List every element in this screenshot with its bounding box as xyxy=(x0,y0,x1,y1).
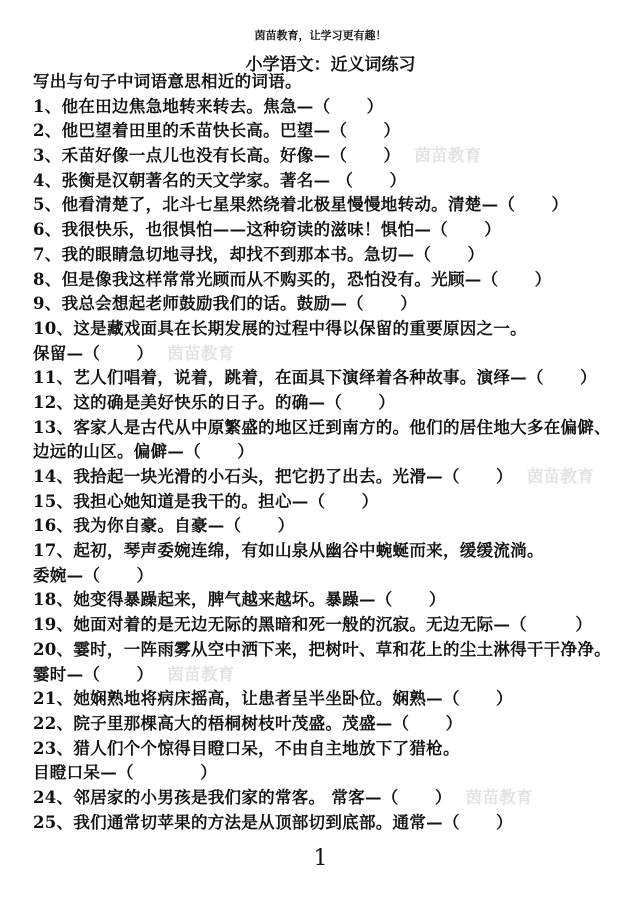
exercise-line xyxy=(33,638,621,663)
exercise-line xyxy=(33,737,621,762)
line-text: 20、霎时，一阵雨雾从空中洒下来，把树叶、草和花上的尘土淋得干干净净。 xyxy=(33,639,611,659)
exercise-line xyxy=(33,366,621,391)
exercise-line xyxy=(33,539,621,564)
line-text: 6、我很快乐，也很惧怕——这种窃读的滋味！惧怕—（ ） xyxy=(33,220,502,240)
line-text: 23、猎人们个个惊得目瞪口呆，不由自主地放下了猎枪。 xyxy=(33,738,460,758)
line-text: 22、院子里那棵高大的梧桐树枝叶茂盛。茂盛—（ ） xyxy=(33,713,463,733)
line-text: 13、客家人是古代从中原繁盛的地区迁到南方的。他们的居住地大多在偏僻、 xyxy=(33,417,611,437)
line-text: 24、邻居家的小男孩是我们家的常客。 常客—（ ） xyxy=(33,787,452,807)
exercise-line xyxy=(33,317,621,342)
line-text: 目瞪口呆—（ ） xyxy=(33,763,218,783)
page-title: 小学语文：近义词练习 xyxy=(245,55,416,75)
line-text: 16、我为你自豪。自豪—（ ） xyxy=(33,516,295,536)
exercise-line xyxy=(33,292,621,317)
exercise-line xyxy=(33,416,621,441)
exercise-line xyxy=(33,687,621,712)
exercise-line xyxy=(33,465,621,490)
line-text: 霎时—（ ） xyxy=(33,664,154,684)
line-text: 12、这的确是美好快乐的日子。的确—（ ） xyxy=(33,392,396,412)
exercise-line xyxy=(33,169,621,194)
watermark: 茵苗教育 xyxy=(414,146,482,166)
line-text: 18、她变得暴躁起来，脾气越来越坏。暴躁—（ ） xyxy=(33,590,446,610)
line-text: 9、我总会想起老师鼓励我们的话。鼓励—（ ） xyxy=(33,294,418,314)
line-text: 10、这是藏戏面具在长期发展的过程中得以保留的重要原因之一。 xyxy=(33,318,527,338)
exercise-line xyxy=(33,761,621,786)
exercise-line xyxy=(33,811,621,836)
exercise-line xyxy=(33,268,621,293)
line-text: 5、他看清楚了，北斗七星果然绕着北极星慢慢地转动。清楚—（ ） xyxy=(33,195,569,215)
line-text: 15、我担心她知道是我干的。担心—（ ） xyxy=(33,491,379,511)
line-text: 2、他巴望着田里的禾苗快长高。巴望—（ ） xyxy=(33,121,401,141)
exercise-line xyxy=(33,514,621,539)
line-text: 14、我拾起一块光滑的小石头，把它扔了出去。光滑—（ ） xyxy=(33,467,513,486)
line-text: 11、艺人们唱着，说着，跳着，在面具下演绎着各种故事。演绎—（ ） xyxy=(33,368,597,388)
line-text: 19、她面对着的是无边无际的黑暗和死一般的沉寂。无边无际—（ ） xyxy=(33,615,593,635)
watermark: 茵苗教育 xyxy=(465,787,533,807)
line-text: 保留—（ ） xyxy=(33,343,154,363)
exercise-line xyxy=(33,342,621,367)
exercise-line xyxy=(33,588,621,613)
line-text: 25、我们通常切苹果的方法是从顶部切到底部。通常—（ ） xyxy=(33,812,513,832)
exercise-line xyxy=(33,663,621,688)
exercise-line xyxy=(33,95,621,120)
exercise-line xyxy=(33,144,621,169)
exercise-line xyxy=(33,193,621,218)
exercise-line xyxy=(33,440,621,465)
watermark: 茵苗教育 xyxy=(526,467,595,486)
exercise-line xyxy=(33,218,621,243)
watermark: 茵苗教育 xyxy=(167,664,235,684)
exercise-line xyxy=(33,243,621,268)
exercise-line xyxy=(33,391,621,416)
instruction xyxy=(33,70,621,95)
exercise-line xyxy=(33,712,621,737)
line-text: 7、我的眼睛急切地寻找，却找不到那本书。急切—（ ） xyxy=(33,244,485,264)
exercise-line xyxy=(33,490,621,515)
line-text: 8、但是像我这样常常光顾而从不购买的，恐怕没有。光顾—（ ） xyxy=(33,269,552,289)
line-text: 委婉—（ ） xyxy=(33,565,154,585)
line-text: 21、她娴熟地将病床摇高，让患者呈半坐卧位。娴熟—（ ） xyxy=(33,689,513,709)
line-text: 4、张衡是汉朝著名的天文学家。著名— （ ） xyxy=(33,170,407,190)
exercise-line xyxy=(33,564,621,589)
page-number: 1 xyxy=(313,846,328,871)
line-text: 1、他在田边焦急地转来转去。焦急—（ ） xyxy=(33,96,384,116)
exercise-line xyxy=(33,786,621,811)
line-text: 3、禾苗好像一点儿也没有长高。好像—（ ） xyxy=(33,146,401,166)
exercise-line xyxy=(33,613,621,638)
exercise-line xyxy=(33,119,621,144)
line-text: 写出与句子中词语意思相近的词语。 xyxy=(33,72,302,91)
page-header: 茵苗教育，让学习更有趣！ xyxy=(254,29,387,42)
watermark: 茵苗教育 xyxy=(167,343,235,363)
exercise-list xyxy=(33,70,621,835)
line-text: 边远的山区。偏僻—（ ） xyxy=(33,442,255,462)
line-text: 17、起初，琴声委婉连绵，有如山泉从幽谷中蜿蜒而来，缓缓流淌。 xyxy=(33,541,544,561)
